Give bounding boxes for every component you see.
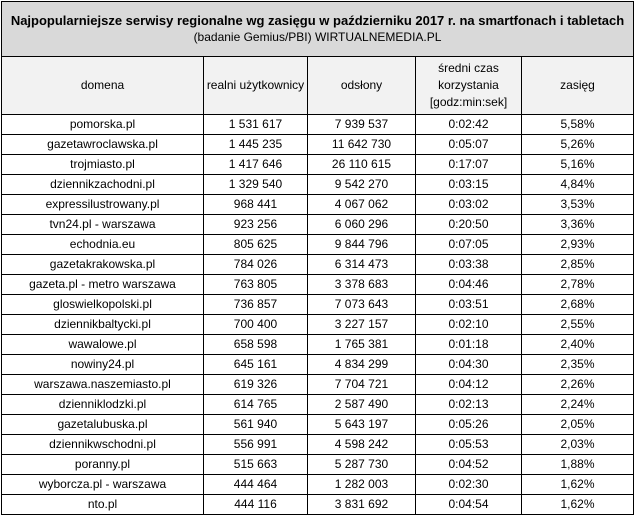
table-row	[2, 295, 634, 315]
cell-views: 1 282 003	[308, 475, 416, 495]
cell-time: 0:05:26	[416, 415, 522, 435]
cell-reach: 2,55%	[522, 315, 634, 335]
cell-reach: 2,85%	[522, 255, 634, 275]
table-row	[2, 275, 634, 295]
cell-domain: dziennikwschodni.pl	[2, 435, 204, 455]
cell-users: 968 441	[204, 195, 308, 215]
cell-domain: poranny.pl	[2, 455, 204, 475]
cell-reach: 2,78%	[522, 275, 634, 295]
table-row	[2, 475, 634, 495]
cell-reach: 1,88%	[522, 455, 634, 475]
table-row	[2, 355, 634, 375]
table-row	[2, 195, 634, 215]
cell-views: 7 704 721	[308, 375, 416, 395]
cell-domain: gazeta.pl - metro warszawa	[2, 275, 204, 295]
cell-views: 4 834 299	[308, 355, 416, 375]
cell-domain: warszawa.naszemiasto.pl	[2, 375, 204, 395]
table-row	[2, 135, 634, 155]
cell-views: 7 939 537	[308, 115, 416, 135]
table-row	[2, 155, 634, 175]
cell-reach: 5,16%	[522, 155, 634, 175]
column-header-domain: domena	[2, 57, 204, 115]
cell-users: 923 256	[204, 215, 308, 235]
cell-users: 561 940	[204, 415, 308, 435]
cell-views: 7 073 643	[308, 295, 416, 315]
cell-views: 9 542 270	[308, 175, 416, 195]
table-title: Najpopularniejsze serwisy regionalne wg zasięgu w październiku 2017 r. na smartfonach i tabletach	[10, 13, 625, 28]
cell-users: 444 464	[204, 475, 308, 495]
cell-reach: 2,35%	[522, 355, 634, 375]
cell-domain: wyborcza.pl - warszawa	[2, 475, 204, 495]
cell-time: 0:05:53	[416, 435, 522, 455]
table-row	[2, 375, 634, 395]
cell-views: 11 642 730	[308, 135, 416, 155]
table-row	[2, 115, 634, 135]
cell-views: 1 765 381	[308, 335, 416, 355]
column-header-row	[2, 57, 634, 115]
column-header-views: odsłony	[308, 57, 416, 115]
column-header-time: średni czas korzystania [godz:min:sek]	[416, 57, 522, 115]
cell-time: 0:01:18	[416, 335, 522, 355]
table-row	[2, 215, 634, 235]
cell-domain: expressilustrowany.pl	[2, 195, 204, 215]
cell-time: 0:03:51	[416, 295, 522, 315]
cell-views: 4 598 242	[308, 435, 416, 455]
cell-reach: 1,62%	[522, 475, 634, 495]
cell-domain: gazetakrakowska.pl	[2, 255, 204, 275]
cell-time: 0:02:42	[416, 115, 522, 135]
cell-time: 0:04:46	[416, 275, 522, 295]
cell-domain: trojmiasto.pl	[2, 155, 204, 175]
cell-time: 0:04:12	[416, 375, 522, 395]
cell-reach: 5,26%	[522, 135, 634, 155]
cell-views: 5 643 197	[308, 415, 416, 435]
cell-time: 0:02:30	[416, 475, 522, 495]
cell-views: 9 844 796	[308, 235, 416, 255]
cell-users: 645 161	[204, 355, 308, 375]
cell-reach: 2,93%	[522, 235, 634, 255]
table-body	[2, 115, 634, 515]
cell-domain: pomorska.pl	[2, 115, 204, 135]
column-header-users: realni użytkownicy	[204, 57, 308, 115]
cell-reach: 2,24%	[522, 395, 634, 415]
cell-users: 700 400	[204, 315, 308, 335]
cell-reach: 3,36%	[522, 215, 634, 235]
cell-time: 0:03:38	[416, 255, 522, 275]
table-title-cell	[2, 2, 634, 57]
cell-time: 0:17:07	[416, 155, 522, 175]
cell-domain: gloswielkopolski.pl	[2, 295, 204, 315]
column-header-reach: zasięg	[522, 57, 634, 115]
cell-domain: dzienniklodzki.pl	[2, 395, 204, 415]
table-row	[2, 175, 634, 195]
table-row	[2, 315, 634, 335]
table-row	[2, 495, 634, 515]
cell-domain: tvn24.pl - warszawa	[2, 215, 204, 235]
cell-views: 6 314 473	[308, 255, 416, 275]
cell-time: 0:20:50	[416, 215, 522, 235]
cell-views: 2 587 490	[308, 395, 416, 415]
cell-users: 619 326	[204, 375, 308, 395]
table-row	[2, 255, 634, 275]
cell-domain: gazetalubuska.pl	[2, 415, 204, 435]
cell-users: 1 531 617	[204, 115, 308, 135]
cell-users: 736 857	[204, 295, 308, 315]
table-row	[2, 455, 634, 475]
cell-users: 1 445 235	[204, 135, 308, 155]
table-row	[2, 395, 634, 415]
table-row	[2, 415, 634, 435]
cell-users: 556 991	[204, 435, 308, 455]
cell-time: 0:07:05	[416, 235, 522, 255]
cell-views: 3 831 692	[308, 495, 416, 515]
cell-views: 4 067 062	[308, 195, 416, 215]
cell-domain: wawalowe.pl	[2, 335, 204, 355]
cell-users: 805 625	[204, 235, 308, 255]
cell-views: 3 378 683	[308, 275, 416, 295]
cell-views: 3 227 157	[308, 315, 416, 335]
cell-reach: 2,40%	[522, 335, 634, 355]
cell-time: 0:02:13	[416, 395, 522, 415]
cell-reach: 2,68%	[522, 295, 634, 315]
cell-domain: dziennikbaltycki.pl	[2, 315, 204, 335]
cell-users: 515 663	[204, 455, 308, 475]
cell-reach: 5,58%	[522, 115, 634, 135]
cell-domain: nowiny24.pl	[2, 355, 204, 375]
cell-reach: 2,05%	[522, 415, 634, 435]
table-row	[2, 435, 634, 455]
cell-reach: 4,84%	[522, 175, 634, 195]
cell-time: 0:03:15	[416, 175, 522, 195]
cell-views: 5 287 730	[308, 455, 416, 475]
cell-reach: 2,26%	[522, 375, 634, 395]
ranking-table	[1, 1, 634, 515]
cell-reach: 3,53%	[522, 195, 634, 215]
cell-views: 26 110 615	[308, 155, 416, 175]
cell-users: 763 805	[204, 275, 308, 295]
cell-users: 444 116	[204, 495, 308, 515]
cell-views: 6 060 296	[308, 215, 416, 235]
cell-time: 0:03:02	[416, 195, 522, 215]
cell-domain: gazetawroclawska.pl	[2, 135, 204, 155]
table-title-row	[2, 2, 634, 57]
cell-time: 0:04:30	[416, 355, 522, 375]
cell-users: 1 417 646	[204, 155, 308, 175]
cell-users: 784 026	[204, 255, 308, 275]
table-row	[2, 335, 634, 355]
cell-reach: 1,62%	[522, 495, 634, 515]
cell-domain: nto.pl	[2, 495, 204, 515]
table-subtitle: (badanie Gemius/PBI) WIRTUALNEMEDIA.PL	[193, 30, 442, 44]
cell-users: 1 329 540	[204, 175, 308, 195]
cell-users: 658 598	[204, 335, 308, 355]
cell-users: 614 765	[204, 395, 308, 415]
cell-time: 0:04:54	[416, 495, 522, 515]
table-row	[2, 235, 634, 255]
cell-reach: 2,03%	[522, 435, 634, 455]
cell-domain: echodnia.eu	[2, 235, 204, 255]
cell-domain: dziennikzachodni.pl	[2, 175, 204, 195]
cell-time: 0:02:10	[416, 315, 522, 335]
cell-time: 0:05:07	[416, 135, 522, 155]
cell-time: 0:04:52	[416, 455, 522, 475]
